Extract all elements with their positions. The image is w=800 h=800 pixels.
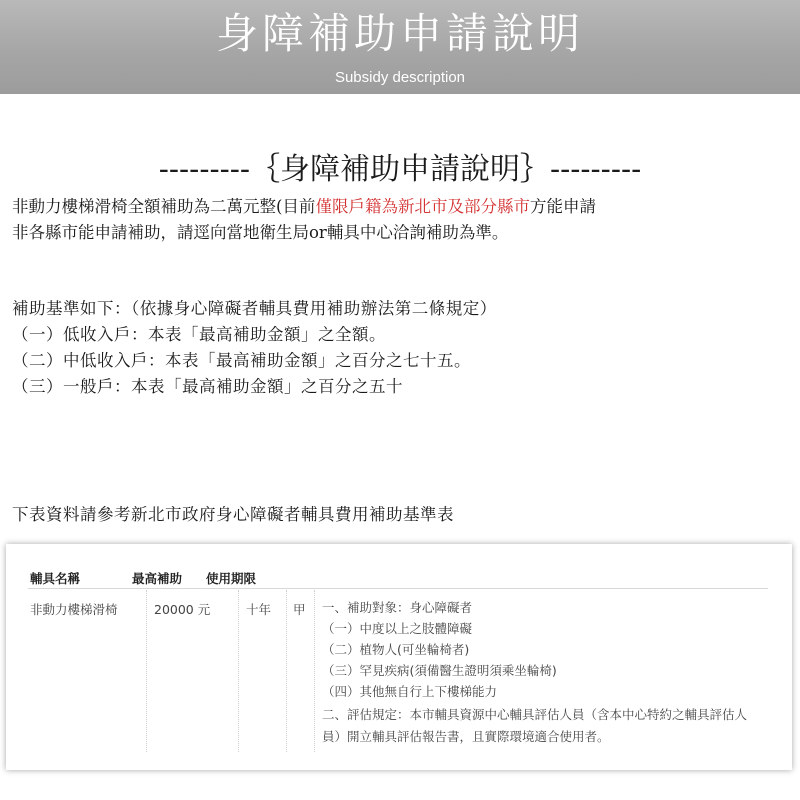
- description-line: 一、補助對象：身心障礙者: [322, 600, 473, 615]
- intro-highlight: 僅限戶籍為新北市及部分縣市: [315, 197, 530, 216]
- standard-item: （一）低收入戶：本表「最高補助金額」之全額。: [12, 325, 386, 344]
- column-divider: [238, 590, 239, 752]
- description-line: （一）中度以上之肢體障礙: [322, 621, 473, 636]
- table-note: 下表資料請參考新北市政府身心障礙者輔具費用補助基準表: [12, 505, 454, 524]
- intro-text-2: 方能申請: [529, 197, 596, 216]
- description-line: （四）其他無自行上下樓梯能力: [322, 684, 498, 699]
- column-divider: [314, 590, 315, 752]
- description-line: （三）罕見疾病(須備醫生證明須乘坐輪椅): [322, 663, 557, 678]
- subsidy-table: [6, 544, 792, 770]
- description-line: 員）開立輔具評估報告書，且實際環境適合使用者。: [322, 729, 610, 744]
- intro-line-1: [12, 194, 596, 220]
- section-heading: ---------｛身障補助申請說明｝---------: [158, 152, 642, 187]
- header-max-subsidy: 最高補助: [132, 571, 183, 586]
- banner-subtitle: Subsidy description: [334, 69, 466, 86]
- header-banner: [0, 0, 800, 94]
- standard-item: （三）一般戶：本表「最高補助金額」之百分之五十: [12, 377, 403, 396]
- description-line: （二）植物人(可坐輪椅者): [322, 642, 470, 657]
- description-line: 二、評估規定：本市輔具資源中心輔具評估人員（含本中心特約之輔具評估人: [322, 707, 748, 722]
- standards-title: 補助基準如下：（依據身心障礙者輔具費用補助辦法第二條規定）: [12, 299, 497, 318]
- intro-line-2: 非各縣市能申請補助，請逕向當地衛生局or輔具中心洽詢補助為準。: [12, 223, 509, 242]
- header-usage-period: 使用期限: [206, 571, 257, 586]
- intro-text-1: 非動力樓梯滑椅全額補助為二萬元整(目前: [12, 197, 316, 216]
- cell-amount: 20000 元: [154, 602, 211, 617]
- header-device-name: 輔具名稱: [30, 571, 81, 586]
- cell-grade: 甲: [293, 602, 306, 617]
- banner-title: 身障補助申請說明: [215, 9, 584, 58]
- cell-device-name: 非動力樓梯滑椅: [30, 602, 118, 617]
- header-divider: [28, 588, 768, 589]
- column-divider: [286, 590, 287, 752]
- cell-period: 十年: [246, 602, 272, 617]
- standard-item: （二）中低收入戶：本表「最高補助金額」之百分之七十五。: [12, 351, 471, 370]
- column-divider: [146, 590, 147, 752]
